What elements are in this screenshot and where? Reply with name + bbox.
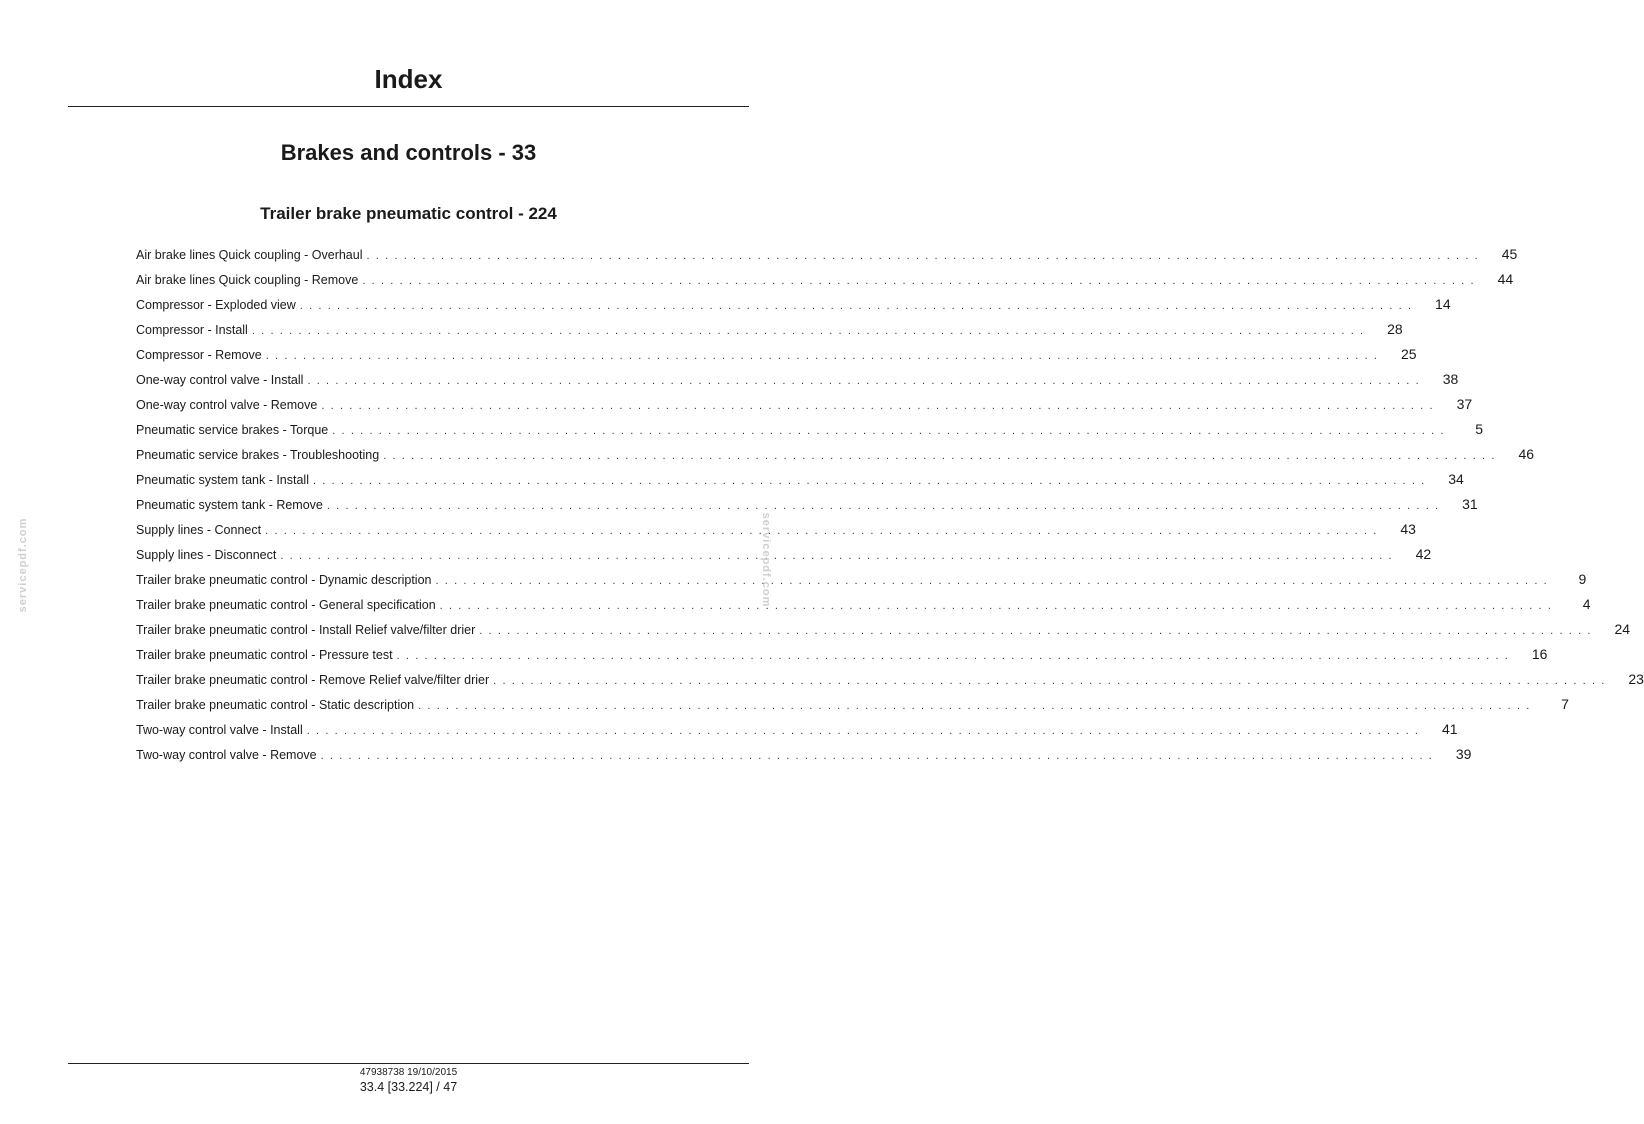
index-entry[interactable] [136, 317, 1403, 342]
index-entry[interactable] [136, 517, 1416, 542]
dot-leader: . . . . . . . . . . . . . . . . . . . . . . . . . . . . . . . . . . . . . . . . . . . . . . . . . . . . . . . . . . . . . . . . . . . . . . . . . . . . . . . . . . . . . . . . . . . . . . . . . . . . . . . . . . . . . . . . . . . . . . . . [265, 525, 1378, 537]
dot-leader: . . . . . . . . . . . . . . . . . . . . . . . . . . . . . . . . . . . . . . . . . . . . . . . . . . . . . . . . . . . . . . . . . . . . . . . . . . . . . . . . . . . . . . . . . . . . . . . . . . . . . . . . . . . . . . . . . . . . . . . . [251, 325, 1365, 337]
index-entry[interactable] [136, 617, 1631, 642]
index-entry-title: Pneumatic system tank - Remove [136, 498, 323, 512]
index-entry[interactable] [136, 242, 1518, 267]
index-entry-page: 9 [1578, 571, 1587, 587]
dot-leader: . . . . . . . . . . . . . . . . . . . . . . . . . . . . . . . . . . . . . . . . . . . . . . . . . . . . . . . . . . . . . . . . . . . . . . . . . . . . . . . . . . . . . . . . . . . . . . . . . . . . . . . . . . . . . . . . . . . . . . . . [321, 400, 1435, 412]
index-entry-page: 41 [1441, 721, 1458, 737]
index-entry-title: Trailer brake pneumatic control - Remove Relief valve/filter drier [136, 673, 490, 687]
index-entry-page: 5 [1475, 421, 1484, 437]
index-entry[interactable] [136, 542, 1432, 567]
index-entry[interactable] [136, 742, 1472, 767]
index-entry-page: 7 [1561, 696, 1569, 712]
index-entry[interactable] [136, 642, 1548, 667]
index-entry[interactable] [136, 442, 1535, 467]
index-entry-page: 31 [1462, 496, 1478, 512]
index-entry-title: Trailer brake pneumatic control - Static description [136, 698, 415, 712]
index-entry-title: Supply lines - Disconnect [136, 548, 277, 562]
index-entry-title: Two-way control valve - Install [136, 723, 303, 737]
index-entry-page: 34 [1448, 471, 1464, 487]
index-entry-page: 45 [1501, 246, 1518, 262]
dot-leader: . . . . . . . . . . . . . . . . . . . . . . . . . . . . . . . . . . . . . . . . . . . . . . . . . . . . . . . . . . . . . . . . . . . . . . . . . . . . . . . . . . . . . . . . . . . . . . . . . . . . . . . . . . . . . . . . . . . . . . . . [299, 300, 1413, 312]
dot-leader: . . . . . . . . . . . . . . . . . . . . . . . . . . . . . . . . . . . . . . . . . . . . . . . . . . . . . . . . . . . . . . . . . . . . . . . . . . . . . . . . . . . . . . . . . . . . . . . . . . . . . . . . . . . . . . . . . . . . . . . . [362, 275, 1476, 287]
index-entry[interactable] [136, 667, 1644, 692]
dot-leader: . . . . . . . . . . . . . . . . . . . . . . . . . . . . . . . . . . . . . . . . . . . . . . . . . . . . . . . . . . . . . . . . . . . . . . . . . . . . . . . . . . . . . . . . . . . . . . . . . . . . . . . . . . . . . . . . . . . . . . . . [479, 625, 1593, 637]
dot-leader: . . . . . . . . . . . . . . . . . . . . . . . . . . . . . . . . . . . . . . . . . . . . . . . . . . . . . . . . . . . . . . . . . . . . . . . . . . . . . . . . . . . . . . . . . . . . . . . . . . . . . . . . . . . . . . . . . . . . . . . . [306, 725, 1420, 737]
dot-leader: . . . . . . . . . . . . . . . . . . . . . . . . . . . . . . . . . . . . . . . . . . . . . . . . . . . . . . . . . . . . . . . . . . . . . . . . . . . . . . . . . . . . . . . . . . . . . . . . . . . . . . . . . . . . . . . . . . . . . . . . [439, 600, 1553, 612]
index-entry[interactable] [136, 567, 1587, 592]
index-entry-title: Trailer brake pneumatic control - Dynamic description [136, 573, 432, 587]
index-entry-page: 24 [1614, 621, 1631, 637]
watermark-right: servicepdf.com [760, 512, 772, 608]
footer-rule [68, 1063, 749, 1064]
dot-leader: . . . . . . . . . . . . . . . . . . . . . . . . . . . . . . . . . . . . . . . . . . . . . . . . . . . . . . . . . . . . . . . . . . . . . . . . . . . . . . . . . . . . . . . . . . . . . . . . . . . . . . . . . . . . . . . . . . . . . . . . [265, 350, 1379, 362]
index-entry-title: Compressor - Exploded view [136, 298, 296, 312]
dot-leader: . . . . . . . . . . . . . . . . . . . . . . . . . . . . . . . . . . . . . . . . . . . . . . . . . . . . . . . . . . . . . . . . . . . . . . . . . . . . . . . . . . . . . . . . . . . . . . . . . . . . . . . . . . . . . . . . . . . . . . . . [366, 250, 1480, 262]
index-entry-page: 4 [1582, 596, 1591, 612]
index-entry-title: One-way control valve - Install [136, 373, 304, 387]
index-entry-title: Compressor - Remove [136, 348, 262, 362]
dot-leader: . . . . . . . . . . . . . . . . . . . . . . . . . . . . . . . . . . . . . . . . . . . . . . . . . . . . . . . . . . . . . . . . . . . . . . . . . . . . . . . . . . . . . . . . . . . . . . . . . . . . . . . . . . . . . . . . . . . . . . . . [332, 425, 1446, 437]
index-entry-title: Supply lines - Connect [136, 523, 262, 537]
dot-leader: . . . . . . . . . . . . . . . . . . . . . . . . . . . . . . . . . . . . . . . . . . . . . . . . . . . . . . . . . . . . . . . . . . . . . . . . . . . . . . . . . . . . . . . . . . . . . . . . . . . . . . . . . . . . . . . . . . . . . . . . [396, 650, 1510, 662]
index-entry-title: One-way control valve - Remove [136, 398, 318, 412]
watermark-left: servicepdf.com [17, 517, 29, 613]
index-entry-page: 16 [1531, 646, 1548, 662]
dot-leader: . . . . . . . . . . . . . . . . . . . . . . . . . . . . . . . . . . . . . . . . . . . . . . . . . . . . . . . . . . . . . . . . . . . . . . . . . . . . . . . . . . . . . . . . . . . . . . . . . . . . . . . . . . . . . . . . . . . . . . . . [280, 550, 1394, 562]
index-entry[interactable] [136, 392, 1473, 417]
page-title: Index [374, 64, 443, 94]
index-entry-title: Two-way control valve - Remove [136, 748, 317, 762]
index-entry-page: 28 [1387, 321, 1403, 337]
index-entry[interactable] [136, 417, 1484, 442]
index-entry-page: 23 [1628, 671, 1644, 687]
index-entry-page: 37 [1456, 396, 1473, 412]
index-entry[interactable] [136, 267, 1514, 292]
index-entry[interactable] [136, 717, 1458, 742]
index-entry-page: 44 [1497, 271, 1514, 287]
index-entry-title: Pneumatic service brakes - Troubleshooting [136, 448, 380, 462]
dot-leader: . . . . . . . . . . . . . . . . . . . . . . . . . . . . . . . . . . . . . . . . . . . . . . . . . . . . . . . . . . . . . . . . . . . . . . . . . . . . . . . . . . . . . . . . . . . . . . . . . . . . . . . . . . . . . . . . . . . . . . . . [383, 450, 1497, 462]
index-entry-page: 14 [1435, 296, 1451, 312]
index-entry-page: 39 [1455, 746, 1472, 762]
index-entry[interactable] [136, 592, 1591, 617]
index-entry-title: Trailer brake pneumatic control - Pressure test [136, 648, 393, 662]
index-entry-page: 46 [1518, 446, 1535, 462]
index-entry-page: 38 [1442, 371, 1459, 387]
subsection-title: Trailer brake pneumatic control - 224 [260, 204, 557, 223]
dot-leader: . . . . . . . . . . . . . . . . . . . . . . . . . . . . . . . . . . . . . . . . . . . . . . . . . . . . . . . . . . . . . . . . . . . . . . . . . . . . . . . . . . . . . . . . . . . . . . . . . . . . . . . . . . . . . . . . . . . . . . . . [326, 500, 1440, 512]
dot-leader: . . . . . . . . . . . . . . . . . . . . . . . . . . . . . . . . . . . . . . . . . . . . . . . . . . . . . . . . . . . . . . . . . . . . . . . . . . . . . . . . . . . . . . . . . . . . . . . . . . . . . . . . . . . . . . . . . . . . . . . . [307, 375, 1421, 387]
index-entry[interactable] [136, 292, 1451, 317]
index-entry-title: Trailer brake pneumatic control - General specification [136, 598, 436, 612]
index-entry[interactable] [136, 492, 1478, 517]
dot-leader: . . . . . . . . . . . . . . . . . . . . . . . . . . . . . . . . . . . . . . . . . . . . . . . . . . . . . . . . . . . . . . . . . . . . . . . . . . . . . . . . . . . . . . . . . . . . . . . . . . . . . . . . . . . . . . . . . . . . . . . . [320, 750, 1434, 762]
index-entry-title: Pneumatic service brakes - Torque [136, 423, 329, 437]
dot-leader: . . . . . . . . . . . . . . . . . . . . . . . . . . . . . . . . . . . . . . . . . . . . . . . . . . . . . . . . . . . . . . . . . . . . . . . . . . . . . . . . . . . . . . . . . . . . . . . . . . . . . . . . . . . . . . . . . . . . . . . . [493, 675, 1606, 687]
dot-leader: . . . . . . . . . . . . . . . . . . . . . . . . . . . . . . . . . . . . . . . . . . . . . . . . . . . . . . . . . . . . . . . . . . . . . . . . . . . . . . . . . . . . . . . . . . . . . . . . . . . . . . . . . . . . . . . . . . . . . . . . [418, 700, 1531, 712]
section-title: Brakes and controls - 33 [280, 140, 537, 165]
index-entry-title: Compressor - Install [136, 323, 248, 337]
index-entry-page: 43 [1400, 521, 1416, 537]
index-entry[interactable] [136, 342, 1417, 367]
index-entry-title: Trailer brake pneumatic control - Install Relief valve/filter drier [136, 623, 476, 637]
index-entry[interactable] [136, 692, 1569, 717]
index-entry[interactable] [136, 467, 1464, 492]
footer-doc-ref: 47938738 19/10/2015 [359, 1067, 458, 1078]
index-entry-title: Air brake lines Quick coupling - Remove [136, 273, 359, 287]
index-entry-page: 42 [1415, 546, 1432, 562]
index-entry-title: Pneumatic system tank - Install [136, 473, 309, 487]
footer-page-ref: 33.4 [33.224] / 47 [359, 1080, 458, 1094]
index-entry[interactable] [136, 367, 1459, 392]
dot-leader: . . . . . . . . . . . . . . . . . . . . . . . . . . . . . . . . . . . . . . . . . . . . . . . . . . . . . . . . . . . . . . . . . . . . . . . . . . . . . . . . . . . . . . . . . . . . . . . . . . . . . . . . . . . . . . . . . . . . . . . . [435, 575, 1549, 587]
index-entry-page: 25 [1400, 346, 1417, 362]
index-entry-title: Air brake lines Quick coupling - Overhaul [136, 248, 363, 262]
header-rule [68, 106, 749, 107]
dot-leader: . . . . . . . . . . . . . . . . . . . . . . . . . . . . . . . . . . . . . . . . . . . . . . . . . . . . . . . . . . . . . . . . . . . . . . . . . . . . . . . . . . . . . . . . . . . . . . . . . . . . . . . . . . . . . . . . . . . . . . . . [312, 475, 1426, 487]
